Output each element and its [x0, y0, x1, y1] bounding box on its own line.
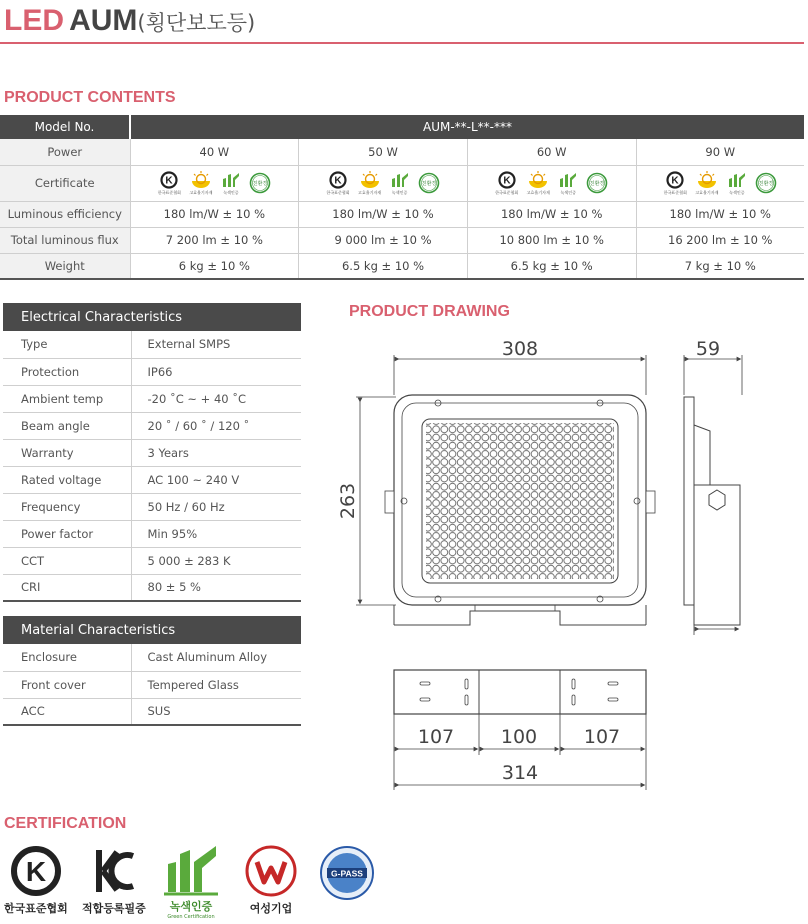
char-key: Beam angle: [3, 412, 131, 439]
dim-depth-label: 59: [695, 338, 721, 360]
mini-label: 한국표준협회: [663, 190, 687, 195]
kc-icon: [87, 844, 141, 898]
svg-text:K: K: [165, 175, 173, 187]
model-label: Model No.: [0, 115, 130, 139]
mini-ks: [495, 171, 518, 195]
char-key: ACC: [3, 698, 131, 725]
table-row: [3, 466, 301, 493]
char-value: SUS: [131, 698, 301, 725]
sun-icon: [695, 171, 719, 189]
svg-text:K: K: [334, 175, 342, 187]
svg-text:K: K: [503, 175, 511, 187]
eco-icon: [249, 172, 271, 194]
dim-mid-label: 100: [500, 726, 538, 748]
cell: 40 W: [130, 139, 299, 165]
mini-label: 고효율기자재: [189, 190, 213, 195]
char-key: CRI: [3, 574, 131, 601]
dim-depth: [684, 338, 742, 395]
mini-label: 한국표준협회: [326, 190, 350, 195]
cell: 6.5 kg ± 10 %: [299, 253, 468, 279]
cert-cell: [636, 165, 804, 201]
drawing-svg: [337, 335, 808, 797]
gpass-text: G-PASS: [331, 868, 363, 879]
dim-width: [394, 338, 646, 395]
table-row: [3, 493, 301, 520]
sun-icon: [526, 171, 550, 189]
table-row: [0, 201, 804, 227]
char-key: Front cover: [3, 671, 131, 698]
dim-total-label: 314: [501, 762, 539, 784]
ks-icon: [664, 171, 686, 189]
cell: 60 W: [467, 139, 636, 165]
mini-efficiency: [358, 171, 382, 195]
dim-right-label: 107: [583, 726, 621, 748]
char-key: Enclosure: [3, 644, 131, 671]
cert-icons: [158, 171, 271, 195]
cert-icons: [495, 171, 608, 195]
cert-cell: [299, 165, 468, 201]
char-key: CCT: [3, 547, 131, 574]
mini-label: 녹색인증: [560, 190, 576, 195]
cell: 180 lm/W ± 10 %: [636, 201, 804, 227]
char-value: 3 Years: [131, 439, 301, 466]
cell: 10 800 lm ± 10 %: [467, 227, 636, 253]
char-key: Protection: [3, 358, 131, 385]
char-key: Power factor: [3, 520, 131, 547]
kc-logo: [82, 844, 146, 916]
svg-text:K: K: [25, 856, 46, 887]
mini-efficiency: [695, 171, 719, 195]
mini-green: [727, 171, 747, 195]
char-key: Ambient temp: [3, 385, 131, 412]
cert-cell: [130, 165, 299, 201]
leaf-icon: [160, 842, 222, 898]
cert-sub-label: Green Certification: [167, 914, 215, 920]
title-korean: (횡단보도등): [137, 11, 256, 35]
table-row: [0, 253, 804, 279]
table-row: [3, 439, 301, 466]
cell: 180 lm/W ± 10 %: [467, 201, 636, 227]
ks-icon: [158, 171, 180, 189]
front-view: [385, 395, 655, 625]
cell: 90 W: [636, 139, 804, 165]
char-value: AC 100 ~ 240 V: [131, 466, 301, 493]
table-row: [3, 385, 301, 412]
cert-label: 녹색인증: [169, 900, 213, 913]
table-header: [3, 303, 301, 331]
cert-icons: [326, 171, 439, 195]
table-row: [0, 115, 804, 139]
cell: 7 200 lm ± 10 %: [130, 227, 299, 253]
svg-text:친환경: 친환경: [252, 181, 268, 187]
mini-label: 한국표준협회: [157, 190, 181, 195]
table-row: [3, 358, 301, 385]
mini-eco: [418, 172, 440, 194]
mini-eco: [586, 172, 608, 194]
char-value: Tempered Glass: [131, 671, 301, 698]
mini-label: 녹색인증: [391, 190, 408, 195]
electrical-table: [3, 303, 301, 602]
mini-eco: [249, 172, 271, 194]
certification-heading: CERTIFICATION: [4, 815, 127, 832]
product-contents-table: [0, 115, 804, 280]
cell: 7 kg ± 10 %: [636, 253, 804, 279]
mini-green: [221, 171, 241, 195]
ks-icon: [9, 844, 63, 898]
cell: 180 lm/W ± 10 %: [130, 201, 299, 227]
material-table: [3, 616, 301, 726]
dim-left-label: 107: [417, 726, 455, 748]
char-value: Min 95%: [131, 520, 301, 547]
women-biz-icon: [244, 844, 298, 898]
mini-label: 한국표준협회: [495, 190, 519, 195]
char-value: Cast Aluminum Alloy: [131, 644, 301, 671]
title-rule: [0, 42, 804, 44]
eco-icon: [755, 172, 777, 194]
table-header: [3, 616, 301, 644]
row-label: Certificate: [0, 165, 130, 201]
svg-text:K: K: [671, 175, 679, 187]
cert-label: 여성기업: [249, 902, 293, 915]
mini-label: 녹색인증: [729, 190, 745, 195]
dim-height-label: 263: [337, 482, 359, 520]
char-value: IP66: [131, 358, 301, 385]
mini-ks: [664, 171, 687, 195]
product-drawing-heading: PRODUCT DRAWING: [349, 303, 510, 320]
gpass-icon: [318, 844, 376, 902]
bracket-view: [394, 670, 646, 714]
ks-logo: [4, 844, 68, 916]
svg-text:친환경: 친환경: [421, 181, 436, 187]
leaf-icon: [558, 171, 578, 189]
model-value: AUM-**-L**-***: [130, 115, 804, 139]
dim-width-label: 308: [501, 338, 539, 360]
char-value: 50 Hz / 60 Hz: [131, 493, 301, 520]
cert-icons: [664, 171, 777, 195]
table-row: [3, 520, 301, 547]
ks-icon: [496, 171, 518, 189]
row-label: Total luminous flux: [0, 227, 130, 253]
page-title: [4, 4, 255, 40]
cert-label: 한국표준협회: [4, 902, 68, 915]
gpass-logo: [318, 844, 376, 902]
mini-label: 고효율기자재: [695, 190, 719, 195]
mini-efficiency: [189, 171, 213, 195]
eco-icon: [586, 172, 608, 194]
mini-label: 녹색인증: [223, 190, 239, 195]
table-row: [3, 644, 301, 671]
dim-bracket: [394, 714, 646, 790]
eco-icon: [418, 172, 440, 194]
cell: 16 200 lm ± 10 %: [636, 227, 804, 253]
char-key: Type: [3, 331, 131, 358]
table-row: [0, 139, 804, 165]
svg-text:친환경: 친환경: [590, 181, 605, 187]
row-label: Weight: [0, 253, 130, 279]
table-row: [3, 331, 301, 358]
svg-text:친환경: 친환경: [758, 181, 774, 187]
char-key: Warranty: [3, 439, 131, 466]
side-view: [684, 397, 740, 635]
cert-label: 적합등록필증: [82, 902, 146, 915]
product-contents-heading: PRODUCT CONTENTS: [4, 89, 176, 106]
cell: 50 W: [299, 139, 468, 165]
mini-ks: [158, 171, 181, 195]
mini-ks: [326, 171, 349, 195]
table-row: [3, 574, 301, 601]
table-row: [3, 412, 301, 439]
table-row: [3, 698, 301, 725]
material-heading: Material Characteristics: [3, 616, 301, 644]
char-value: 20 ˚ / 60 ˚ / 120 ˚: [131, 412, 301, 439]
cell: 9 000 lm ± 10 %: [299, 227, 468, 253]
char-value: 5 000 ± 283 K: [131, 547, 301, 574]
row-label: Power: [0, 139, 130, 165]
cert-cell: [467, 165, 636, 201]
sun-icon: [189, 171, 213, 189]
char-value: -20 ˚C ~ + 40 ˚C: [131, 385, 301, 412]
leaf-icon: [221, 171, 241, 189]
certification-logos: [0, 840, 808, 924]
leaf-icon: [727, 171, 747, 189]
cell: 6.5 kg ± 10 %: [467, 253, 636, 279]
title-aum: AUM: [69, 4, 138, 37]
table-row: [3, 671, 301, 698]
mini-efficiency: [526, 171, 550, 195]
mini-eco: [755, 172, 777, 194]
product-drawing: [337, 335, 808, 797]
mini-green: [558, 171, 578, 195]
cell: 6 kg ± 10 %: [130, 253, 299, 279]
mini-label: 고효율기자재: [526, 190, 550, 195]
char-key: Frequency: [3, 493, 131, 520]
mini-label: 고효율기자재: [358, 190, 382, 195]
ks-icon: [327, 171, 349, 189]
women-biz-logo: [244, 844, 298, 916]
table-row: [0, 227, 804, 253]
char-value: External SMPS: [131, 331, 301, 358]
green-cert-logo: [160, 842, 222, 920]
table-row: [0, 165, 804, 201]
sun-icon: [358, 171, 382, 189]
row-label: Luminous efficiency: [0, 201, 130, 227]
cell: 180 lm/W ± 10 %: [299, 201, 468, 227]
table-row: [3, 547, 301, 574]
char-key: Rated voltage: [3, 466, 131, 493]
leaf-icon: [390, 171, 410, 189]
mini-green: [390, 171, 410, 195]
title-led: LED: [4, 4, 64, 37]
electrical-heading: Electrical Characteristics: [3, 303, 301, 331]
char-value: 80 ± 5 %: [131, 574, 301, 601]
